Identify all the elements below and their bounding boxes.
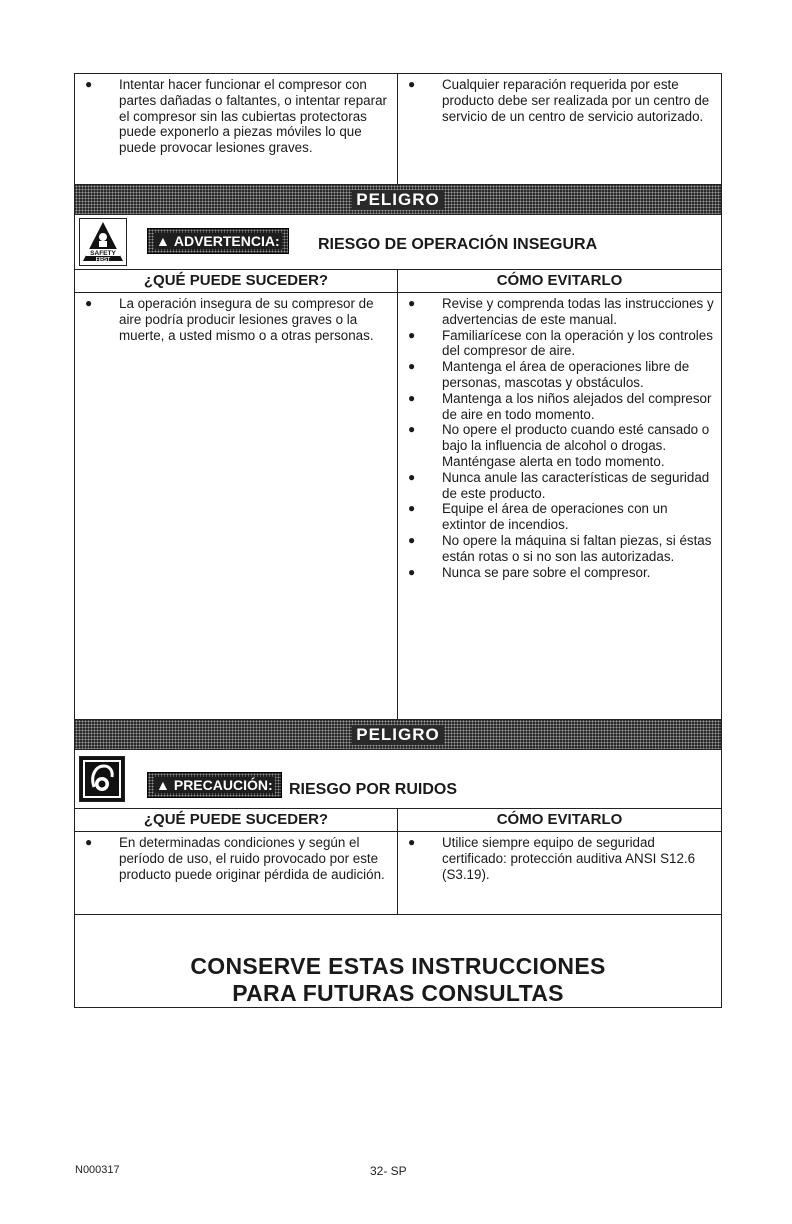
how-to-avoid-header: CÓMO EVITARLO [496, 272, 623, 289]
how-to-avoid-column [398, 293, 721, 722]
advertencia-badge: ▲ ADVERTENCIA: [147, 228, 289, 254]
ear-protection-icon [79, 756, 125, 802]
list-item: ● La operación insegura de su compresor de aire podría producir lesiones graves o la muerte, a usted mismo o a otras personas. [85, 296, 374, 343]
list-item: ● Mantenga el área de operaciones libre de personas, mascotas y obstáculos. [408, 359, 690, 390]
list-item: ● Utilice siempre equipo de seguridad certificado: protección auditiva ANSI S12.6 (S3.19). [408, 835, 696, 882]
list-item: ● No opere el producto cuando esté cansado o bajo la influencia de alcohol o drogas. Manténgase alerta en todo momento. [408, 422, 710, 469]
list-item: ● Familiarícese con la operación y los controles del compresor de aire. [408, 327, 713, 359]
hazard-header [75, 750, 721, 809]
list-item: ● Revise y comprenda todas las instrucciones y advertencias de este manual. [408, 296, 714, 327]
how-to-avoid-column [398, 832, 721, 915]
peligro-banner: PELIGRO [75, 719, 721, 750]
how-to-avoid-header: CÓMO EVITARLO [496, 811, 623, 828]
list-item: ● No opere la máquina si faltan piezas, si éstas están rotas o si no son las autorizadas. [408, 532, 712, 564]
svg-text:SAFETY: SAFETY [90, 250, 116, 257]
conserve-line-1: CONSERVE ESTAS INSTRUCCIONES [190, 953, 606, 979]
svg-text:FIRST: FIRST [95, 257, 111, 263]
hazard-noise [74, 719, 722, 915]
what-can-happen-column [75, 832, 398, 915]
top-right-column [398, 74, 721, 184]
conserve-instructions-box [74, 914, 722, 1008]
top-left-column [75, 74, 398, 184]
safety-first-icon [79, 218, 127, 266]
conserve-line-2: PARA FUTURAS CONSULTAS [232, 980, 564, 1006]
list-item: ● Nunca se pare sobre el compresor. [408, 564, 651, 580]
hazard-header [75, 215, 721, 270]
page-number: 32- SP [370, 1164, 407, 1178]
list-item: ● Nunca anule las características de seguridad de este producto. [408, 469, 710, 501]
what-can-happen-header: ¿QUÉ PUEDE SUCEDER? [75, 809, 398, 831]
document-code: N000317 [75, 1164, 120, 1176]
top-section [74, 73, 722, 185]
list-item: ● Intentar hacer funcionar el compresor con partes dañadas o faltantes, o intentar reparar el compresor sin las cubiertas protectoras puede exponerlo a piezas móviles lo que puede provocar lesiones graves. [85, 77, 387, 156]
what-can-happen-header: ¿QUÉ PUEDE SUCEDER? [75, 270, 398, 292]
hazard-title: RIESGO POR RUIDOS [289, 781, 458, 798]
peligro-banner: PELIGRO [75, 184, 721, 215]
list-item: ● En determinadas condiciones y según el período de uso, el ruido provocado por este producto puede originar pérdida de audición. [85, 835, 385, 882]
what-can-happen-column [75, 293, 398, 722]
list-item: ● Cualquier reparación requerida por este producto debe ser realizada por un centro de servicio de un centro de servicio autorizado. [408, 77, 710, 124]
hazard-unsafe-operation [74, 184, 722, 720]
hazard-title: RIESGO DE OPERACIÓN INSEGURA [318, 236, 598, 253]
column-headers [75, 270, 721, 293]
list-item: ● Equipe el área de operaciones con un extintor de incendios. [408, 501, 668, 533]
column-headers [75, 809, 721, 832]
precaucion-badge: ▲ PRECAUCIÓN: [147, 772, 282, 798]
list-item: ● Mantenga a los niños alejados del compresor de aire en todo momento. [408, 390, 712, 422]
